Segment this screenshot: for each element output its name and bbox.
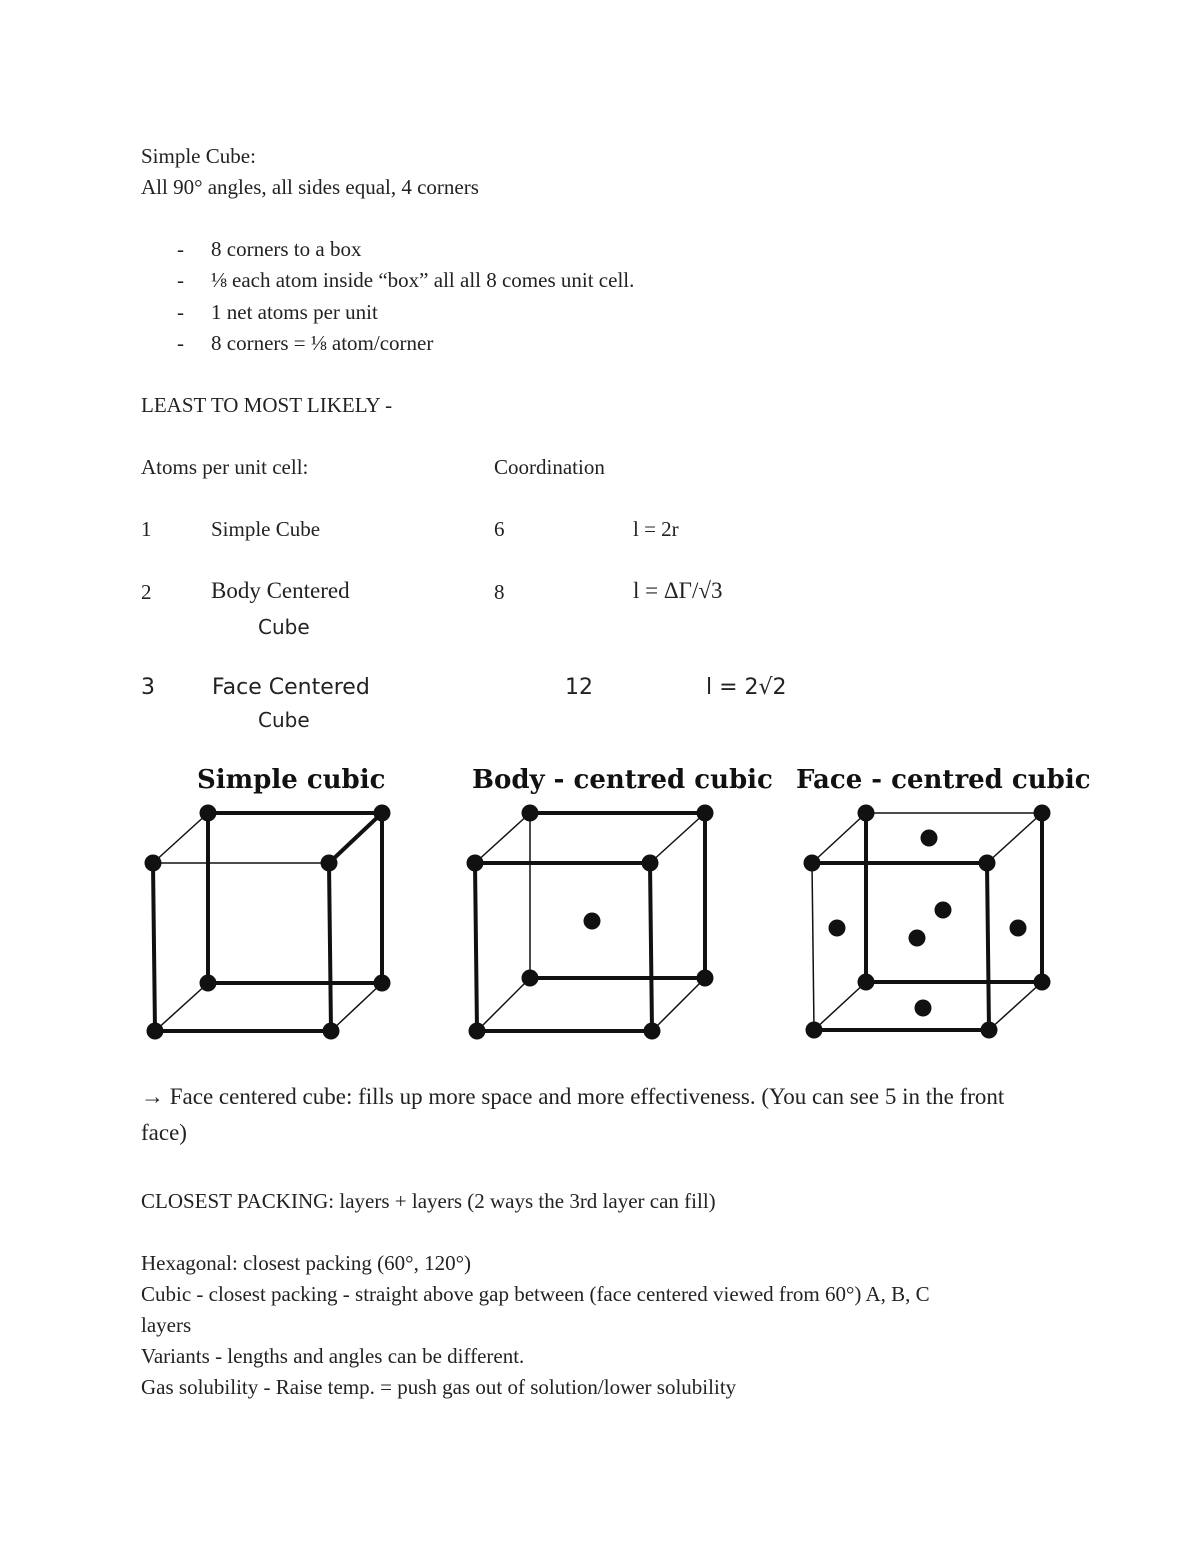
column-header-coordination: Coordination (494, 455, 605, 479)
row-coordination: 8 (494, 580, 505, 604)
row-formula: l = 2√2 (706, 675, 787, 700)
row-formula: l = 2r (633, 517, 679, 541)
face-center-atom (935, 902, 952, 919)
bullet-item: 8 corners to a box (211, 237, 362, 261)
row-coordination: 6 (494, 517, 505, 541)
column-header-atoms: Atoms per unit cell: (141, 455, 309, 479)
bullet-dash: - (177, 331, 184, 355)
corner-atom (858, 974, 875, 991)
hexagonal-note: Hexagonal: closest packing (60°, 120°) (141, 1251, 471, 1275)
section-heading: Simple Cube: (141, 144, 256, 168)
description-line: All 90° angles, all sides equal, 4 corners (141, 175, 479, 199)
corner-atom (806, 1022, 823, 1039)
row-number: 1 (141, 517, 152, 541)
face-center-atom (1010, 920, 1027, 937)
row-name: Simple Cube (211, 517, 321, 541)
bullet-item: 8 corners = ⅛ atom/corner (211, 331, 434, 355)
figure-title-face-centred-cubic: Face - centred cubic (796, 765, 1091, 795)
corner-atom (1034, 805, 1051, 822)
row-number: 3 (141, 675, 155, 700)
cubic-note-continued: layers (141, 1313, 192, 1337)
gas-solubility-note: Gas solubility - Raise temp. = push gas out of solution/lower solubility (141, 1375, 737, 1399)
bullet-dash: - (177, 268, 184, 292)
corner-atom (979, 855, 996, 872)
face-center-atom (921, 830, 938, 847)
closest-packing-note: CLOSEST PACKING: layers + layers (2 ways the 3rd layer can fill) (141, 1189, 716, 1213)
bullet-item: 1 net atoms per unit (211, 300, 378, 324)
arrow-note-line: → Face centered cube: fills up more space and more effectiveness. (You can see 5 in the front (141, 1084, 1005, 1109)
corner-atom (981, 1022, 998, 1039)
variants-note: Variants - lengths and angles can be different. (141, 1344, 525, 1368)
face-center-atom (915, 1000, 932, 1017)
arrow-note-line: face) (141, 1120, 187, 1145)
bullet-dash: - (177, 237, 184, 261)
figure-title-simple-cubic: Simple cubic (197, 765, 386, 795)
face-center-atom (909, 930, 926, 947)
row-coordination: 12 (565, 675, 593, 700)
row-formula: l = ΔΓ/√3 (633, 578, 723, 603)
row-name-continued: Cube (258, 708, 310, 732)
row-name: Body Centered (211, 578, 350, 603)
corner-atom (858, 805, 875, 822)
least-to-most-heading: LEAST TO MOST LIKELY - (141, 393, 393, 417)
corner-atom (804, 855, 821, 872)
figure-title-body-centred-cubic: Body - centred cubic (472, 765, 773, 795)
row-name: Face Centered (212, 675, 370, 700)
bullet-dash: - (177, 300, 184, 324)
cubic-note: Cubic - closest packing - straight above gap between (face centered viewed from 60°) A, B, C (141, 1282, 930, 1306)
row-name-continued: Cube (258, 615, 310, 639)
row-number: 2 (141, 580, 152, 604)
corner-atom (1034, 974, 1051, 991)
bullet-item: ⅛ each atom inside “box” all all 8 comes unit cell. (211, 268, 635, 292)
face-center-atom (829, 920, 846, 937)
